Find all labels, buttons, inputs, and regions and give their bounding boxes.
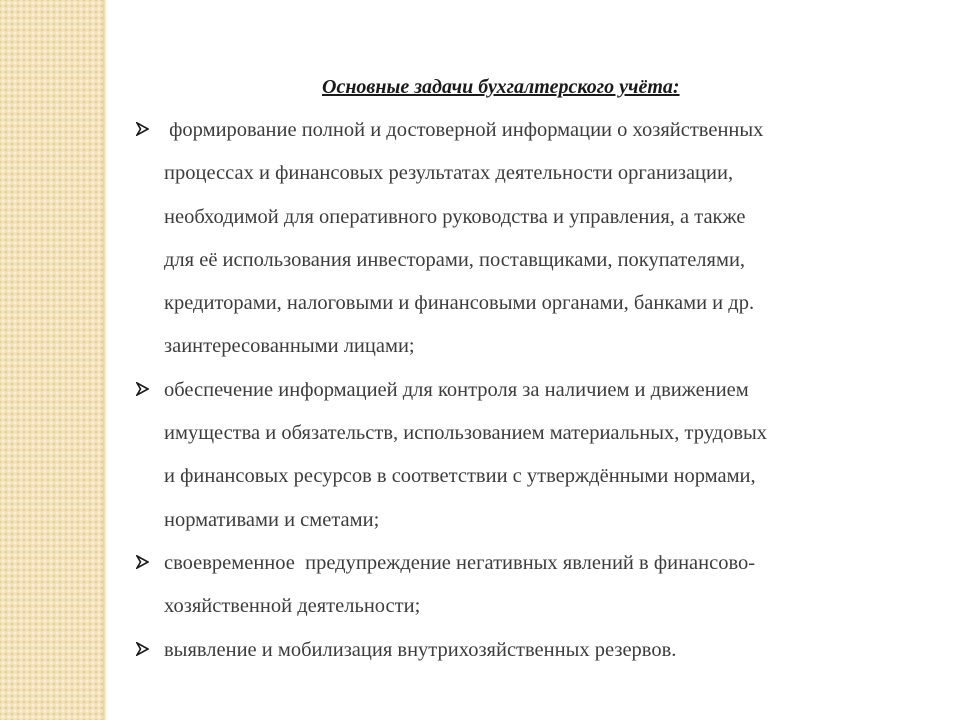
bullet-line: заинтересованными лицами; <box>164 335 415 358</box>
arrowhead-bullet-icon <box>136 369 152 412</box>
bullet-text <box>164 629 896 672</box>
arrowhead-bullet-icon <box>136 109 152 152</box>
bullet-line: нормативами и сметами; <box>164 508 380 531</box>
bullet-line: имущества и обязательств, использованием материальных, трудовых <box>164 422 768 445</box>
bullet-item-3 <box>136 542 896 629</box>
bullet-line: кредиторами, налоговыми и финансовыми органами, банками и др. <box>164 292 755 315</box>
bullet-item-1 <box>136 109 896 369</box>
bullet-line: необходимой для оперативного руководства и управления, а также <box>164 205 746 228</box>
bullet-line: обеспечение информацией для контроля за наличием и движением <box>164 378 749 401</box>
bullet-line: процессах и финансовых результатах деятельности организации, <box>164 162 734 185</box>
bullet-line: выявление и мобилизация внутрихозяйственных резервов. <box>164 638 677 661</box>
bullet-text <box>164 542 896 629</box>
decorative-side-band <box>0 0 103 720</box>
bullet-list <box>136 109 896 672</box>
bullet-line: формирование полной и достоверной информации о хозяйственных <box>164 119 764 141</box>
bullet-line: и финансовых ресурсов в соответствии с утверждёнными нормами, <box>164 465 756 488</box>
slide-title-text: Основные задачи бухгалтерского учёта <box>322 76 673 98</box>
bullet-line: хозяйственной деятельности; <box>164 595 421 618</box>
bullet-line: для её использования инвесторами, поставщиками, покупателями, <box>164 248 746 271</box>
bullet-item-2 <box>136 369 896 542</box>
arrowhead-bullet-icon <box>136 629 152 672</box>
slide-title <box>322 74 680 100</box>
bullet-text <box>164 109 896 369</box>
side-band-edge <box>103 0 107 720</box>
slide-title-colon: : <box>672 76 680 98</box>
bullet-text <box>164 369 896 542</box>
bullet-item-4 <box>136 629 896 672</box>
arrowhead-bullet-icon <box>136 542 152 585</box>
bullet-line: своевременное предупреждение негативных явлений в финансово- <box>164 551 756 574</box>
